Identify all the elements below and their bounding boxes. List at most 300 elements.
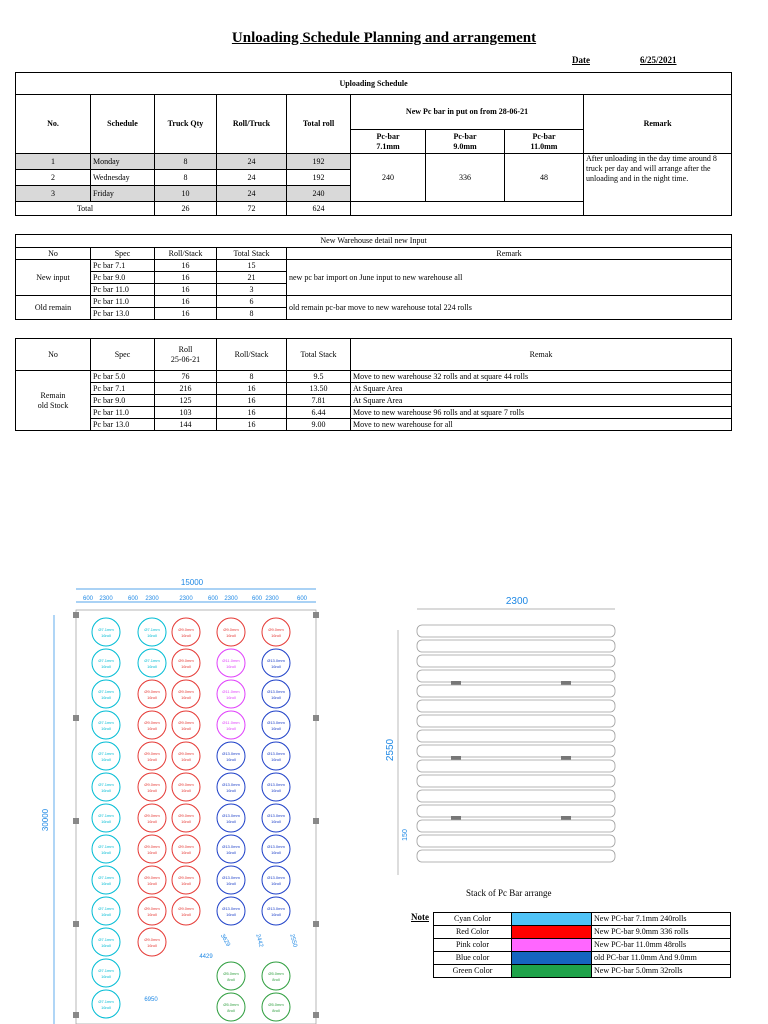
red-roll-stack-circle	[138, 897, 166, 925]
circle-label: 16roll	[181, 881, 191, 886]
table-cell: 192	[287, 170, 351, 186]
circle-label: 16roll	[101, 912, 111, 917]
cyan-roll-stack-circle	[92, 897, 120, 925]
dim-bay: 2300	[145, 596, 159, 602]
dim-gap: 600	[207, 596, 219, 602]
table-cell: 103	[155, 407, 217, 419]
cyan-roll-stack-circle	[138, 618, 166, 646]
red-roll-stack-circle	[138, 680, 166, 708]
table-cell: Pc bar 11.0	[91, 296, 155, 308]
circle-label: Ø13.0mm	[222, 782, 240, 787]
circle-label: 16roll	[181, 788, 191, 793]
circle-label: 16roll	[271, 881, 281, 886]
red-roll-stack-circle	[217, 618, 245, 646]
color-legend-table	[433, 912, 731, 978]
circle-label: Ø7.1mm	[98, 658, 114, 663]
circle-label: 16roll	[101, 850, 111, 855]
date-value: 6/25/2021	[640, 55, 677, 65]
table-cell: 16	[217, 383, 287, 395]
col-spec: Spec	[91, 339, 155, 371]
red-roll-stack-circle	[262, 618, 290, 646]
circle-label: 16roll	[271, 695, 281, 700]
table-cell: 6	[217, 296, 287, 308]
dim-bay: 2300	[179, 596, 193, 602]
table-cell: 125	[155, 395, 217, 407]
red-roll-stack-circle	[172, 866, 200, 894]
uploading-remark: After unloading in the day time around 8 truck per day and will arrange after the unloading and in the night time.	[584, 154, 732, 216]
circle-label: Ø13.0mm	[222, 813, 240, 818]
circle-label: 16roll	[226, 633, 236, 638]
circle-label: 16roll	[101, 664, 111, 669]
circle-label: 16roll	[101, 819, 111, 824]
col-total-stack: Total Stack	[217, 248, 287, 260]
col-remark: Remark	[287, 248, 732, 260]
legend-color-name: Cyan Color	[434, 913, 512, 926]
blue-roll-stack-circle	[262, 773, 290, 801]
table-cell: 16	[155, 260, 217, 272]
circle-label: 16roll	[147, 664, 157, 669]
red-roll-stack-circle	[138, 773, 166, 801]
stack-height-dim: 2550	[385, 738, 396, 762]
cyan-roll-stack-circle	[92, 835, 120, 863]
table-cell: Pc bar 13.0	[91, 419, 155, 431]
circle-label: Ø9.0mm	[178, 751, 194, 756]
dim-6950: 6950	[144, 997, 158, 1003]
cyan-roll-stack-circle	[92, 680, 120, 708]
table-cell: 76	[155, 371, 217, 383]
table-cell: 13.50	[287, 383, 351, 395]
dim-bay: 2300	[265, 596, 279, 602]
circle-label: Ø7.1mm	[144, 658, 160, 663]
legend-row	[434, 926, 731, 939]
circle-label: Ø13.0mm	[267, 751, 285, 756]
table-cell: Wednesday	[91, 170, 155, 186]
red-roll-stack-circle	[172, 742, 200, 770]
green-roll-stack-circle	[262, 962, 290, 990]
circle-label: 16roll	[271, 664, 281, 669]
circle-label: Ø7.1mm	[98, 813, 114, 818]
value-110: 48	[505, 154, 584, 202]
table-cell: At Square Area	[351, 383, 732, 395]
warehouse-layout-drawing	[36, 575, 336, 1024]
circle-label: Ø13.0mm	[222, 875, 240, 880]
table-cell: 16	[155, 308, 217, 320]
table-cell: 16	[155, 272, 217, 284]
circle-label: Ø7.1mm	[98, 844, 114, 849]
circle-label: Ø7.1mm	[98, 627, 114, 632]
table-cell: Monday	[91, 154, 155, 170]
circle-label: 16roll	[101, 695, 111, 700]
col-total-roll: Total roll	[287, 95, 351, 154]
dim-2550: 2550	[288, 933, 298, 948]
circle-label: 8roll	[227, 977, 235, 982]
circle-label: Ø9.0mm	[178, 782, 194, 787]
col-roll: Roll 25-06-21	[155, 339, 217, 371]
circle-label: Ø13.0mm	[267, 906, 285, 911]
legend-description: New PC-bar 9.0mm 336 rolls	[592, 926, 731, 939]
total-roll-truck: 72	[217, 202, 287, 216]
warehouse-table	[15, 234, 732, 320]
column-post	[313, 818, 319, 824]
table-cell: 16	[217, 407, 287, 419]
pink-roll-stack-circle	[217, 649, 245, 677]
circle-label: 16roll	[147, 788, 157, 793]
legend-swatch	[512, 965, 592, 978]
circle-label: 16roll	[181, 726, 191, 731]
circle-label: Ø9.0mm	[144, 689, 160, 694]
cyan-roll-stack-circle	[92, 711, 120, 739]
stack-roll-bar	[417, 775, 615, 787]
circle-label: Ø9.0mm	[178, 813, 194, 818]
circle-label: Ø9.0mm	[144, 813, 160, 818]
circle-label: Ø13.0mm	[222, 751, 240, 756]
blue-roll-stack-circle	[217, 804, 245, 832]
circle-label: Ø9.0mm	[144, 782, 160, 787]
col-pc90: Pc-bar 9.0mm	[426, 130, 505, 154]
table-cell: 9.00	[287, 419, 351, 431]
col-spec: Spec	[91, 248, 155, 260]
red-roll-stack-circle	[172, 649, 200, 677]
green-roll-stack-circle	[217, 993, 245, 1021]
circle-label: Ø11.0mm	[222, 658, 240, 663]
blue-roll-stack-circle	[262, 680, 290, 708]
circle-label: Ø9.0mm	[178, 906, 194, 911]
cyan-roll-stack-circle	[92, 773, 120, 801]
blue-roll-stack-circle	[262, 649, 290, 677]
circle-label: Ø13.0mm	[222, 906, 240, 911]
circle-label: 16roll	[226, 881, 236, 886]
circle-label: 16roll	[271, 912, 281, 917]
green-roll-stack-circle	[217, 962, 245, 990]
table-cell: 8	[217, 371, 287, 383]
col-truck-qty: Truck Qty	[155, 95, 217, 154]
circle-label: 16roll	[147, 850, 157, 855]
table-cell: Pc bar 11.0	[91, 284, 155, 296]
stack-width-dim: 2300	[505, 596, 529, 607]
old-remain-remark: old remain pc-bar move to new warehouse total 224 rolls	[287, 296, 732, 320]
circle-label: 16roll	[181, 912, 191, 917]
table-cell: 16	[217, 419, 287, 431]
legend-swatch	[512, 926, 592, 939]
date-label: Date	[572, 55, 590, 65]
circle-label: Ø7.1mm	[98, 906, 114, 911]
circle-label: Ø7.1mm	[98, 937, 114, 942]
column-post	[73, 715, 79, 721]
table-cell: 6.44	[287, 407, 351, 419]
circle-label: Ø7.1mm	[98, 999, 114, 1004]
table-cell: Pc bar 7.1	[91, 260, 155, 272]
legend-row	[434, 952, 731, 965]
circle-label: Ø9.0mm	[144, 875, 160, 880]
stack-roll-bar	[417, 760, 615, 772]
circle-label: Ø13.0mm	[267, 875, 285, 880]
circle-label: Ø9.0mm	[178, 844, 194, 849]
circle-label: Ø9.0mm	[144, 751, 160, 756]
total-truck: 26	[155, 202, 217, 216]
table-cell: 8	[217, 308, 287, 320]
table-cell: 24	[217, 170, 287, 186]
table-cell: Pc bar 13.0	[91, 308, 155, 320]
stack-roll-bar	[417, 625, 615, 637]
col-no: No.	[16, 95, 91, 154]
circle-label: Ø13.0mm	[222, 844, 240, 849]
circle-label: 16roll	[147, 633, 157, 638]
red-roll-stack-circle	[138, 928, 166, 956]
circle-label: Ø9.0mm	[144, 720, 160, 725]
circle-label: 16roll	[271, 850, 281, 855]
circle-label: 16roll	[101, 726, 111, 731]
blue-roll-stack-circle	[217, 835, 245, 863]
circle-label: 16roll	[226, 819, 236, 824]
circle-label: Ø7.1mm	[98, 968, 114, 973]
column-post	[73, 921, 79, 927]
table-cell: 192	[287, 154, 351, 170]
circle-label: Ø9.0mm	[178, 658, 194, 663]
new-input-remark: new pc bar import on June input to new warehouse all	[287, 260, 732, 296]
legend-description: New PC-bar 5.0mm 32rolls	[592, 965, 731, 978]
table-cell: 8	[155, 170, 217, 186]
circle-label: Ø9.0mm	[144, 844, 160, 849]
blue-roll-stack-circle	[262, 897, 290, 925]
table-cell: 216	[155, 383, 217, 395]
col-roll-truck: Roll/Truck	[217, 95, 287, 154]
circle-label: Ø9.0mm	[178, 689, 194, 694]
pink-roll-stack-circle	[217, 680, 245, 708]
legend-note: Note	[411, 912, 429, 922]
circle-label: 8roll	[227, 1008, 235, 1013]
dim-bay: 2300	[224, 596, 238, 602]
col-no: No	[16, 339, 91, 371]
value-71: 240	[351, 154, 426, 202]
uploading-schedule-table	[15, 72, 732, 216]
circle-label: Ø13.0mm	[267, 658, 285, 663]
dim-bay: 2300	[99, 596, 113, 602]
legend-color-name: Pink color	[434, 939, 512, 952]
table-cell: Move to new warehouse for all	[351, 419, 732, 431]
red-roll-stack-circle	[172, 897, 200, 925]
legend-color-name: Green Color	[434, 965, 512, 978]
circle-label: 16roll	[181, 695, 191, 700]
new-input-label: New input	[16, 260, 91, 296]
pink-roll-stack-circle	[217, 711, 245, 739]
blue-roll-stack-circle	[217, 866, 245, 894]
cyan-roll-stack-circle	[92, 618, 120, 646]
circle-label: Ø9.0mm	[223, 627, 239, 632]
stack-roll-bar	[417, 700, 615, 712]
col-pc71: Pc-bar 7.1mm	[351, 130, 426, 154]
legend-description: New PC-bar 7.1mm 240rolls	[592, 913, 731, 926]
old-remain-label: Old remain	[16, 296, 91, 320]
stack-roll-bar	[417, 670, 615, 682]
circle-label: Ø13.0mm	[267, 813, 285, 818]
red-roll-stack-circle	[138, 804, 166, 832]
circle-label: Ø7.1mm	[98, 782, 114, 787]
circle-label: 16roll	[147, 695, 157, 700]
circle-label: 16roll	[101, 974, 111, 979]
column-post	[313, 921, 319, 927]
table-cell: Move to new warehouse 96 rolls and at square 7 rolls	[351, 407, 732, 419]
cyan-roll-stack-circle	[92, 959, 120, 987]
legend-row	[434, 965, 731, 978]
red-roll-stack-circle	[172, 680, 200, 708]
circle-label: 16roll	[271, 819, 281, 824]
blue-roll-stack-circle	[262, 711, 290, 739]
circle-label: Ø9.0mm	[144, 906, 160, 911]
table-cell: Pc bar 9.0	[91, 395, 155, 407]
red-roll-stack-circle	[138, 835, 166, 863]
remain-stock-table	[15, 338, 732, 431]
circle-label: 16roll	[271, 788, 281, 793]
circle-label: Ø9.0mm	[144, 937, 160, 942]
column-post	[73, 612, 79, 618]
circle-label: 8roll	[272, 1008, 280, 1013]
stack-caption: Stack of Pc Bar arrange	[466, 888, 552, 898]
circle-label: 16roll	[226, 695, 236, 700]
dim-2442: 2442	[254, 933, 264, 948]
cyan-roll-stack-circle	[92, 990, 120, 1018]
circle-label: Ø7.1mm	[98, 720, 114, 725]
cyan-roll-stack-circle	[92, 649, 120, 677]
page-title: Unloading Schedule Planning and arrangement	[231, 30, 537, 46]
circle-label: Ø9.0mm	[178, 627, 194, 632]
column-post	[313, 612, 319, 618]
stack-roll-bar	[417, 655, 615, 667]
table-cell: Pc bar 9.0	[91, 272, 155, 284]
circle-label: 16roll	[226, 726, 236, 731]
circle-label: 16roll	[226, 664, 236, 669]
legend-row	[434, 913, 731, 926]
col-no: No	[16, 248, 91, 260]
dim-gap: 600	[296, 596, 308, 602]
table-cell: 15	[217, 260, 287, 272]
legend-swatch	[512, 939, 592, 952]
table-cell: Pc bar 7.1	[91, 383, 155, 395]
blue-roll-stack-circle	[217, 773, 245, 801]
circle-label: 16roll	[147, 943, 157, 948]
legend-color-name: Red Color	[434, 926, 512, 939]
table-cell: 10	[155, 186, 217, 202]
remain-label: Remain old Stock	[16, 371, 91, 431]
table-cell: 7.81	[287, 395, 351, 407]
circle-label: Ø9.0mm	[178, 875, 194, 880]
table-cell: Pc bar 5.0	[91, 371, 155, 383]
stack-arrange-drawing	[385, 590, 623, 880]
circle-label: Ø13.0mm	[267, 689, 285, 694]
stack-roll-bar	[417, 820, 615, 832]
circle-label: 16roll	[271, 757, 281, 762]
red-roll-stack-circle	[138, 866, 166, 894]
circle-label: Ø7.1mm	[144, 627, 160, 632]
table-cell: 3	[16, 186, 91, 202]
col-roll-stack: Roll/Stack	[155, 248, 217, 260]
table-cell: 16	[217, 395, 287, 407]
circle-label: 16roll	[101, 881, 111, 886]
table-cell: 8	[155, 154, 217, 170]
column-post	[73, 818, 79, 824]
circle-label: 16roll	[226, 850, 236, 855]
circle-label: 16roll	[181, 633, 191, 638]
col-roll-stack: Roll/Stack	[217, 339, 287, 371]
stack-roll-bar	[417, 805, 615, 817]
red-roll-stack-circle	[172, 835, 200, 863]
stack-spacer-dim: 150	[402, 829, 409, 841]
cyan-roll-stack-circle	[92, 742, 120, 770]
circle-label: 16roll	[101, 943, 111, 948]
blue-roll-stack-circle	[262, 804, 290, 832]
dim-width: 15000	[180, 578, 204, 587]
circle-label: Ø5.0mm	[268, 1002, 284, 1007]
circle-label: 16roll	[226, 788, 236, 793]
red-roll-stack-circle	[172, 773, 200, 801]
table-cell: 2	[16, 170, 91, 186]
table-cell: Pc bar 11.0	[91, 407, 155, 419]
circle-label: Ø5.0mm	[223, 1002, 239, 1007]
dim-height: 30000	[41, 808, 50, 832]
circle-label: Ø9.0mm	[268, 627, 284, 632]
table-cell: At Square Area	[351, 395, 732, 407]
circle-label: 16roll	[226, 757, 236, 762]
circle-label: Ø13.0mm	[267, 844, 285, 849]
dim-3629: 3629	[218, 933, 231, 948]
table-cell: 1	[16, 154, 91, 170]
circle-label: Ø5.0mm	[268, 971, 284, 976]
circle-label: 16roll	[101, 1005, 111, 1010]
col-pc110: Pc-bar 11.0mm	[505, 130, 584, 154]
stack-roll-bar	[417, 685, 615, 697]
circle-label: Ø7.1mm	[98, 689, 114, 694]
circle-label: 16roll	[271, 726, 281, 731]
warehouse-caption: New Warehouse detail new Input	[16, 235, 732, 248]
new-input-caption: New Pc bar in put on from 28-06-21	[351, 95, 584, 130]
circle-label: 16roll	[147, 881, 157, 886]
circle-label: Ø11.0mm	[222, 720, 240, 725]
dim-gap: 600	[251, 596, 263, 602]
col-schedule: Schedule	[91, 95, 155, 154]
total-roll: 624	[287, 202, 351, 216]
circle-label: 16roll	[147, 726, 157, 731]
dim-4429: 4429	[199, 954, 213, 960]
table-cell: 9.5	[287, 371, 351, 383]
circle-label: 16roll	[181, 819, 191, 824]
table-cell: 21	[217, 272, 287, 284]
circle-label: Ø5.0mm	[223, 971, 239, 976]
col-total-stack: Total Stack	[287, 339, 351, 371]
blue-roll-stack-circle	[217, 897, 245, 925]
circle-label: 16roll	[271, 633, 281, 638]
red-roll-stack-circle	[172, 711, 200, 739]
table-cell: 3	[217, 284, 287, 296]
blue-roll-stack-circle	[262, 742, 290, 770]
circle-label: Ø7.1mm	[98, 875, 114, 880]
value-90: 336	[426, 154, 505, 202]
legend-description: old PC-bar 11.0mm And 9.0mm	[592, 952, 731, 965]
stack-roll-bar	[417, 640, 615, 652]
circle-label: 16roll	[147, 819, 157, 824]
dim-gap: 600	[127, 596, 139, 602]
legend-swatch	[512, 913, 592, 926]
legend-color-name: Blue color	[434, 952, 512, 965]
circle-label: 16roll	[101, 633, 111, 638]
table-cell: 24	[217, 154, 287, 170]
blue-roll-stack-circle	[262, 835, 290, 863]
green-roll-stack-circle	[262, 993, 290, 1021]
blue-roll-stack-circle	[262, 866, 290, 894]
dim-gap: 600	[82, 596, 94, 602]
red-roll-stack-circle	[138, 711, 166, 739]
column-post	[73, 1012, 79, 1018]
table-cell: 16	[155, 296, 217, 308]
table-cell: 144	[155, 419, 217, 431]
